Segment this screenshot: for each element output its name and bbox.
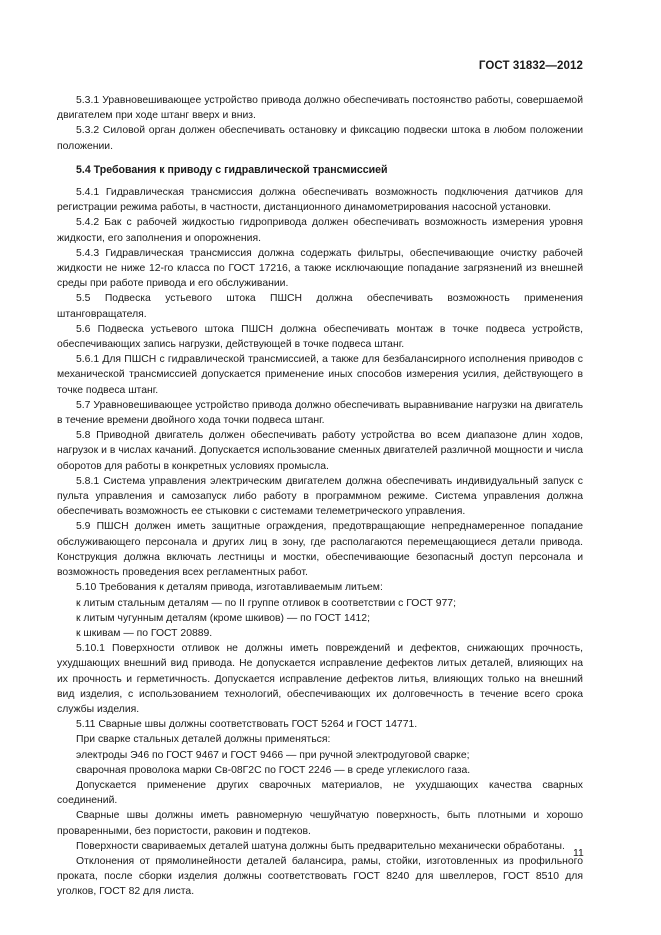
document-id-header: ГОСТ 31832—2012 [478, 60, 583, 72]
clause-5-8: 5.8 Приводной двигатель должен обеспечивать работу устройства во всем диапазоне длин ходов, нагрузок и в числах качаний. Допускается использование сменных двигателей различной мощности и числа оборотов для работы в конкретных условиях промысла. [57, 430, 583, 472]
straightness-deviation: Отклонения от прямолинейности деталей балансира, рамы, стойки, изготовленных из профильного проката, после сборки изделия должны соответствовать ГОСТ 8240 для швеллеров, ГОСТ 8510 для уголков, ГОСТ 82 для листа. [57, 855, 583, 898]
welding-electrodes: электроды Э46 по ГОСТ 9467 и ГОСТ 9466 — при ручной электродуговой сварке; [76, 749, 470, 761]
welding-other-materials: Допускается применение других сварочных материалов, не ухудшающих качества сварных соединений. [57, 779, 583, 807]
welding-intro: При сварке стальных деталей должны применяться: [76, 734, 331, 746]
clause-5-6: 5.6 Подвеска устьевого штока ПШСН должна обеспечивать монтаж в точке подвеса устройств, обеспечивающих запись нагрузки, действующей в точке подвеса штанг. [57, 323, 583, 351]
welding-wire: сварочная проволока марки Св-08Г2С по ГОСТ 2246 — в среде углекислого газа. [76, 764, 471, 776]
list-item-pulleys: к шкивам — по ГОСТ 20889. [76, 627, 213, 639]
clause-5-3-2: 5.3.2 Силовой орган должен обеспечивать остановку и фиксацию подвески штока в любом положении положении. [57, 125, 583, 152]
clause-5-10: 5.10 Требования к деталям привода, изготавливаемым литьем: [76, 582, 383, 594]
clause-5-5: 5.5 Подвеска устьевого штока ПШСН должна обеспечивать возможность применения штанговращателя. [57, 293, 583, 320]
list-item-iron-castings: к литым чугунным деталям (кроме шкивов) — по ГОСТ 1412; [76, 612, 370, 624]
clause-5-3-1: 5.3.1 Уравновешивающее устройство привода должно обеспечивать постоянство работы, совершаемой двигателем при ходе штанг вверх и вниз. [57, 95, 583, 122]
clause-5-4-2: 5.4.2 Бак с рабочей жидкостью гидропривода должен обеспечивать возможность измерения уровня жидкости, его заполнения и опорожнения. [57, 217, 583, 244]
section-heading-5-4: 5.4 Требования к приводу с гидравлической трансмиссией [76, 163, 388, 176]
document-body [57, 93, 583, 900]
clause-5-10-1: 5.10.1 Поверхности отливок не должны иметь повреждений и дефектов, снижающих прочность, ухудшающих внешний вид привода. Не допускается исправление дефектов литых деталей, влияющих на их прочность и герметичность. Допускается исправление дефектов литья, влияющих только на внешний вид изделия, с использованием технологий, обеспечивающих их долговечность в течение всего срока службы изделия. [57, 643, 583, 715]
clause-5-4-3: 5.4.3 Гидравлическая трансмиссия должна содержать фильтры, обеспечивающие очистку рабочей жидкости не ниже 12-го класса по ГОСТ 17216, а также исключающие попадание загрязнений из внешней среды при работе привода и его обслуживании. [57, 247, 583, 290]
list-item-steel-castings: к литым стальным деталям — по II группе отливок в соответствии с ГОСТ 977; [76, 597, 456, 609]
clause-5-7: 5.7 Уравновешивающее устройство привода должно обеспечивать выравнивание нагрузки на двигатель в течение времени двойного хода точки подвеса штанг. [57, 399, 583, 427]
connecting-rod-surfaces: Поверхности свариваемых деталей шатуна должны быть предварительно механически обработаны. [76, 840, 565, 852]
weld-seams-requirement: Сварные швы должны иметь равномерную чешуйчатую поверхность, быть плотными и хорошо проваренными, без пористости, раковин и подтеков. [57, 810, 583, 837]
page-number: 11 [573, 848, 584, 859]
clause-5-4-1: 5.4.1 Гидравлическая трансмиссия должна обеспечивать возможность подключения датчиков для регистрации режима работы, в частности, дистанционного динамометрирования насосной установки. [57, 187, 583, 214]
clause-5-11: 5.11 Сварные швы должны соответствовать ГОСТ 5264 и ГОСТ 14771. [76, 719, 418, 731]
clause-5-8-1: 5.8.1 Система управления электрическим двигателем должна обеспечивать индивидуальный запуск с пульта управления и самозапуск либо работу в программном режиме. Система управления должна обеспечивать возможность ее стыковки с системами телеметрического управления. [57, 475, 583, 518]
clause-5-9: 5.9 ПШСН должен иметь защитные ограждения, предотвращающие непреднамеренное попадание обслуживающего персонала и других лиц в зону, где располагаются перемещающиеся детали привода. Конструкция должна включать лестницы и мостки, обеспечивающие безопасный доступ персонала и возможность проведения всех регламентных работ. [57, 521, 583, 579]
clause-5-6-1: 5.6.1 Для ПШСН с гидравлической трансмиссией, а также для безбалансирного исполнения приводов с механической трансмиссией допускается применение иных способов измерения усилия, действующего в точке подвеса штанг. [57, 354, 583, 396]
